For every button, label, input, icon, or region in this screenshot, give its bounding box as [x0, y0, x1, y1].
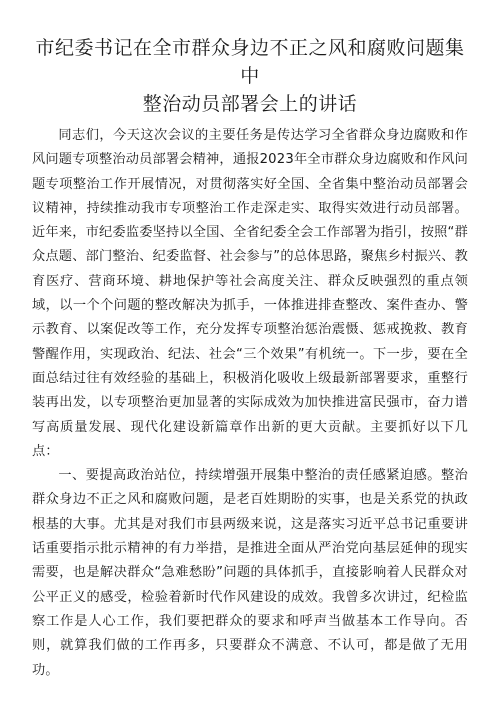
title-line-1: 市纪委书记在全市群众身边不正之风和腐败问题集中 — [35, 37, 465, 87]
title-line-2: 整治动员部署会上的讲话 — [142, 93, 358, 115]
body-paragraph-2: 一、要提高政治站位，持续增强开展集中整治的责任感紧迫感。整治群众身边不正之风和腐败问题，是老百姓期盼的实事，也是关系党的执政根基的大事。尤其是对我们市县两级来说，这是落实习近平总书记重要讲话重要指示批示精神的有力举措，是推进全面从严治党向基层延伸的现实需要，也是解决群众“急难愁盼”问题的具体抓手，直接影响着人民群众对公平正义的感受，检验着新时代作风建设的成效。我曾多次讲过，纪检监察工作是人心工作，我们要把群众的要求和呼声当做基本工作导向。否则，就算我们做的工作再多，只要群众不满意、不认可，都是做了无用功。 — [32, 468, 468, 678]
body-paragraph-1: 同志们，今天这次会议的主要任务是传达学习全省群众身边腐败和作风问题专项整治动员部署会精神，通报2023年全市群众身边腐败和作风问题专项整治工作开展情况，对贯彻落实好全国、全省集中整治动员部署会议精神，持续推动我市专项整治工作走深走实、取得实效进行动员部署。近年来，市纪委监委坚持以全国、全省纪委全会工作部署为指引，按照“群众点题、部门整治、纪委监督、社会参与”的总体思路，聚焦乡村振兴、教育医疗、营商环境、耕地保护等社会高度关注、群众反映强烈的重点领域，以一个个问题的整改解决为抓手，一体推进排查整改、案件查办、警示教育、以案促改等工作，充分发挥专项整治惩治震慑、惩戒挽救、教育警醒作用，实现政治、纪法、社会“三个效果”有机统一。下一步，要在全面总结过往有效经验的基础上，积极消化吸收上级最新部署要求，重整行装再出发，以专项整治更加显著的实际成效为加快推进富民强市，奋力谱写高质量发展、现代化建设新篇章作出新的更大贡献。主要抓好以下几点： — [32, 128, 468, 459]
document-title — [32, 34, 468, 118]
